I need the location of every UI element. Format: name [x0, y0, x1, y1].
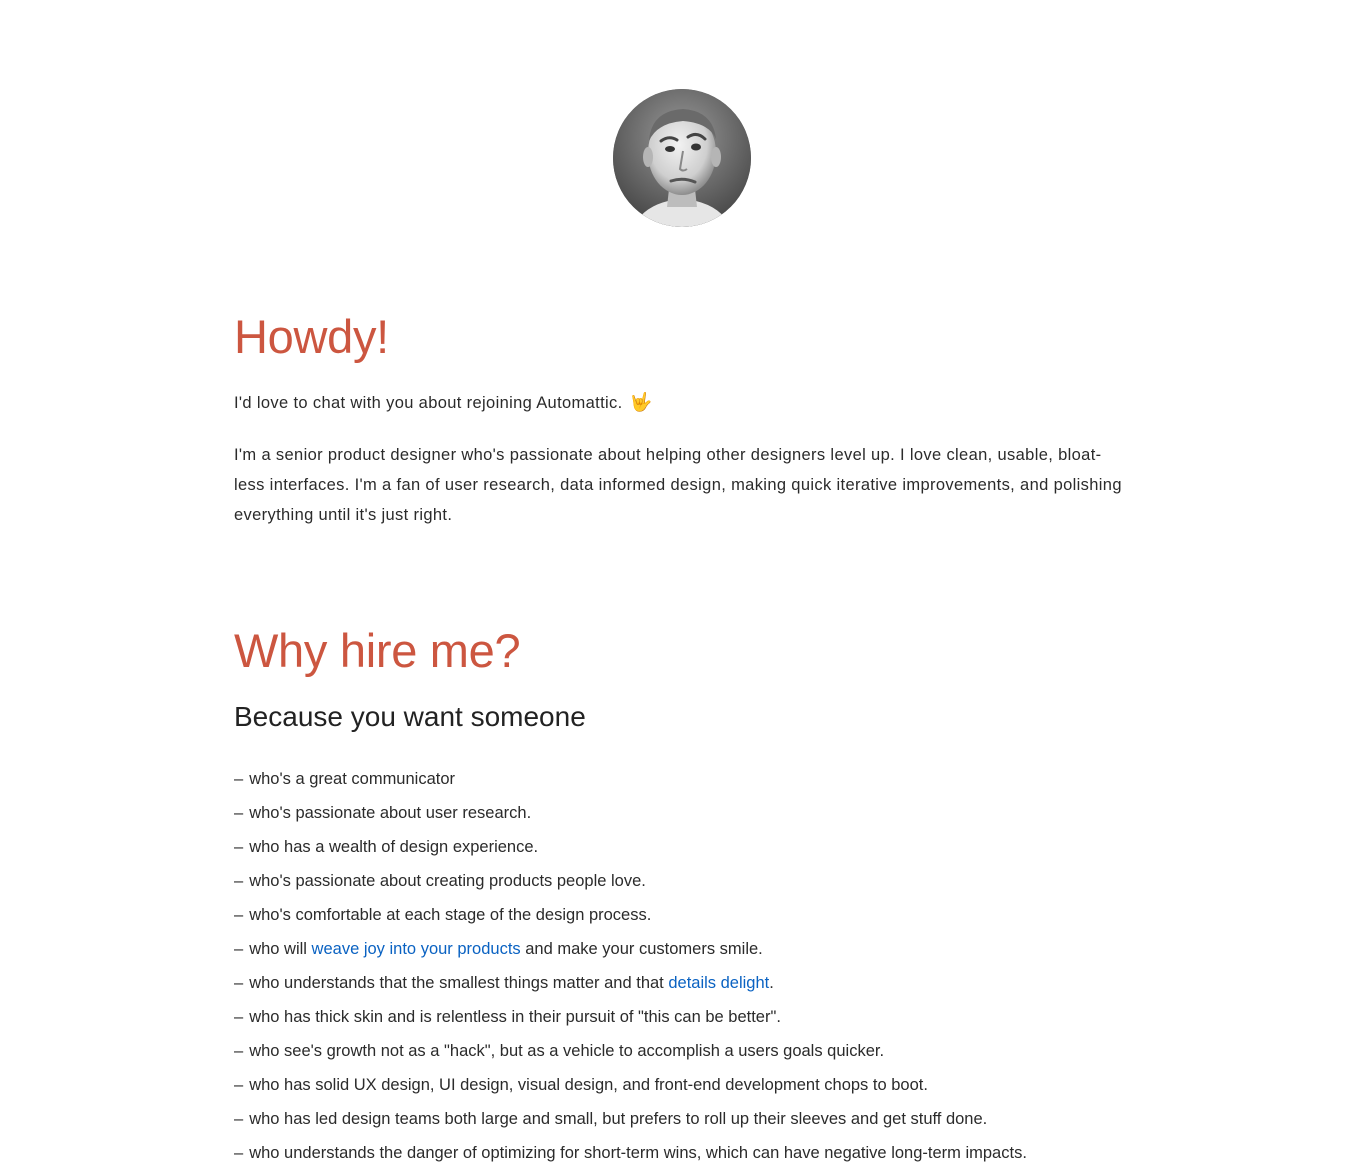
list-item [234, 1034, 1134, 1068]
list-item-text: who understands the danger of optimizing for short-term wins, which can have negative long-term impacts. [249, 1144, 1027, 1162]
why-hire-subheading: Because you want someone [234, 701, 586, 732]
list-item [234, 796, 1134, 830]
dash-marker: – [234, 974, 244, 992]
list-item [234, 1000, 1134, 1034]
list-item [234, 830, 1134, 864]
list-item-text: who's a great communicator [249, 770, 456, 788]
dash-marker: – [234, 906, 244, 924]
dash-marker: – [234, 872, 244, 890]
list-item-text: who has thick skin and is relentless in their pursuit of "this can be better". [249, 1008, 781, 1026]
dash-marker: – [234, 838, 244, 856]
list-item [234, 966, 1134, 1000]
howdy-heading: Howdy! [234, 310, 389, 363]
dash-marker: – [234, 1042, 244, 1060]
list-item [234, 1136, 1134, 1170]
list-item [234, 1102, 1134, 1136]
avatar-portrait-image [613, 89, 751, 227]
list-item [234, 898, 1134, 932]
intro-paragraph: I'm a senior product designer who's passionate about helping other designers level up. I love clean, usable, bloat-less interfaces. I'm a fan of user research, data informed design, making quick iterative improvements, and polishing everything until it's just right. [234, 446, 1122, 524]
list-item-text: who understands that the smallest things matter and that [249, 974, 669, 992]
list-item [234, 932, 1134, 966]
list-item [234, 762, 1134, 796]
list-item-text: who has solid UX design, UI design, visual design, and front-end development chops to boot. [249, 1076, 928, 1094]
list-item [234, 1068, 1134, 1102]
intro-line [234, 388, 652, 418]
dash-marker: – [234, 1076, 244, 1094]
list-item-text: who has a wealth of design experience. [249, 838, 539, 856]
list-item-text: who's passionate about user research. [249, 804, 532, 822]
list-item-text: and make your customers smile. [520, 940, 763, 958]
weave-joy-link[interactable]: weave joy into your products [311, 940, 521, 958]
list-item-text: who will [249, 940, 312, 958]
list-item-text: who see's growth not as a "hack", but as a vehicle to accomplish a users goals quicker. [249, 1042, 885, 1060]
list-item [234, 864, 1134, 898]
why-hire-heading: Why hire me? [234, 624, 521, 677]
list-item-text: who has led design teams both large and small, but prefers to roll up their sleeves and get stuff done. [249, 1110, 988, 1128]
dash-marker: – [234, 804, 244, 822]
reasons-list [234, 762, 1134, 1170]
avatar [613, 89, 751, 227]
details-delight-link[interactable]: details delight [668, 974, 770, 992]
dash-marker: – [234, 940, 244, 958]
dash-marker: – [234, 1008, 244, 1026]
list-item-text: . [769, 974, 774, 992]
dash-marker: – [234, 1144, 244, 1162]
dash-marker: – [234, 770, 244, 788]
list-item-text: who's passionate about creating products people love. [249, 872, 646, 890]
dash-marker: – [234, 1110, 244, 1128]
intro-line-text: I'd love to chat with you about rejoining Automattic. [234, 394, 623, 412]
rock-hand-icon: 🤟 [629, 392, 653, 413]
list-item-text: who's comfortable at each stage of the design process. [249, 906, 652, 924]
